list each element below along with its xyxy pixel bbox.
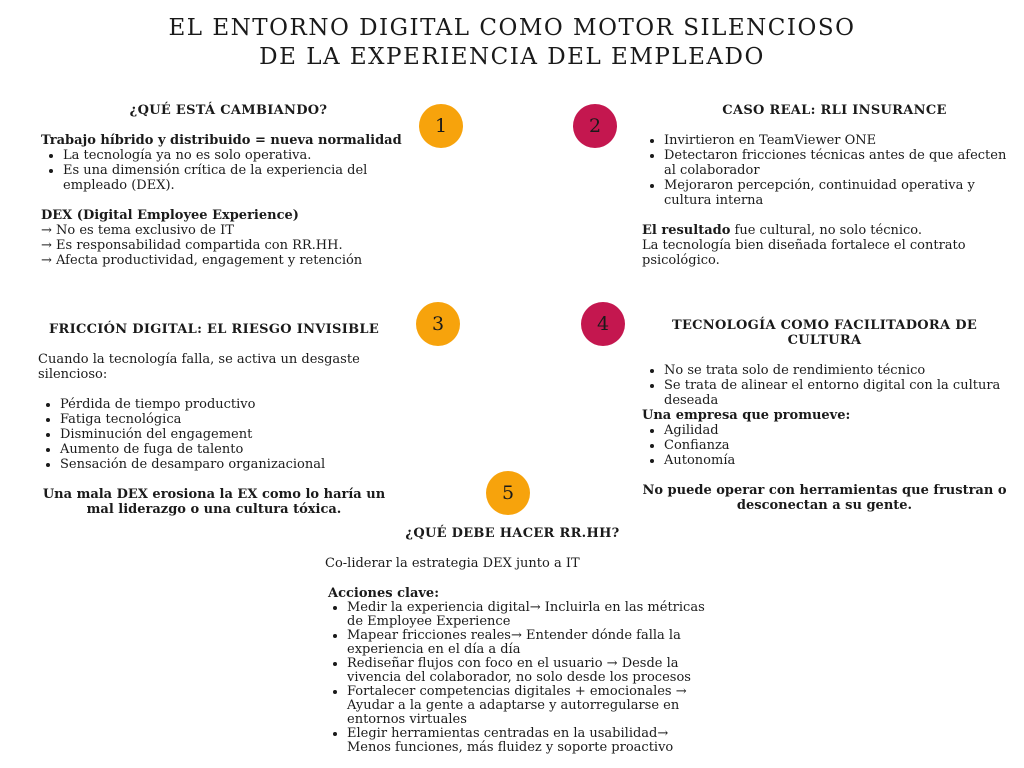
step-5-circle: 5 [486,471,530,515]
title-line-1: EL ENTORNO DIGITAL COMO MOTOR SILENCIOSO [168,15,856,41]
list-item: • Se trata de alinear el entorno digital con la cultura deseada [664,378,1007,408]
list-item: • Pérdida de tiempo productivo [60,397,390,412]
result-text: fue cultural, no solo técnico. [730,223,923,238]
section-2-heading: CASO REAL: RLI INSURANCE [722,103,947,118]
list-item: • Rediseñar flujos con foco en el usuario → Desde la vivencia del colaborador, no solo desde los procesos [347,657,710,685]
section-1-arrow-line: → No es tema exclusivo de IT [41,223,234,238]
section-tecnologia-facilitadora [642,318,1007,513]
section-2-list [642,133,1007,208]
section-4-heading: TECNOLOGÍA COMO FACILITADORA DE CULTURA [671,318,978,348]
list-item: • Sensación de desamparo organizacional [60,457,390,472]
section-1-heading: ¿QUÉ ESTÁ CAMBIANDO? [129,103,328,118]
step-1-circle: 1 [419,104,463,148]
list-item: • Fortalecer competencias digitales + emocionales → Ayudar a la gente a adaptarse y autorregularse en entornos virtuales [347,685,710,727]
section-5-subheading: Acciones clave: [328,586,439,601]
section-3-heading: FRICCIÓN DIGITAL: EL RIESGO INVISIBLE [48,322,380,337]
step-3-circle: 3 [416,302,460,346]
section-que-esta-cambiando [41,103,416,268]
list-item: • Mapear fricciones reales→ Entender dónde falla la experiencia en el día a día [347,629,710,657]
list-item: • Disminución del engagement [60,427,390,442]
section-3-closing: Una mala DEX erosiona la EX como lo haría un mal liderazgo o una cultura tóxica. [42,487,386,517]
section-friccion-digital [38,322,390,517]
section-1-list [41,148,416,193]
section-1-arrow-line: → Afecta productividad, engagement y retención [41,253,363,268]
title-line-2: DE LA EXPERIENCIA DEL EMPLEADO [259,44,765,70]
list-item: • Confianza [664,438,1007,453]
step-2-circle: 2 [573,104,617,148]
list-item: • Agilidad [664,423,1007,438]
section-1-subheading: Trabajo híbrido y distribuido = nueva normalidad [41,133,402,148]
list-item: • Fatiga tecnológica [60,412,390,427]
section-2-result [642,223,1007,238]
section-que-debe-hacer-rrhh [325,526,710,755]
section-5-heading: ¿QUÉ DEBE HACER RR.HH? [405,526,620,541]
list-item: • Detectaron fricciones técnicas antes de que afecten al colaborador [664,148,1007,178]
section-4-values-list [642,423,1007,468]
list-item: • La tecnología ya no es solo operativa. [63,148,416,163]
section-3-list [38,397,390,472]
section-1-dex-heading: DEX (Digital Employee Experience) [41,208,299,223]
section-2-result-line-2: La tecnología bien diseñada fortalece el contrato psicológico. [642,238,966,268]
list-item: • No se trata solo de rendimiento técnico [664,363,1007,378]
section-3-intro: Cuando la tecnología falla, se activa un desgaste silencioso: [38,352,360,382]
list-item: • Mejoraron percepción, continuidad operativa y cultura interna [664,178,1007,208]
list-item: • Invirtieron en TeamViewer ONE [664,133,1007,148]
section-4-list [642,363,1007,408]
section-5-intro: Co-liderar la estrategia DEX junto a IT [325,556,580,571]
section-caso-real [642,103,1007,268]
step-4-circle: 4 [581,302,625,346]
list-item: • Medir la experiencia digital→ Incluirla en las métricas de Employee Experience [347,601,710,629]
section-4-subheading: Una empresa que promueve: [642,408,851,423]
list-item: • Es una dimensión crítica de la experiencia del empleado (DEX). [63,163,416,193]
list-item: • Elegir herramientas centradas en la usabilidad→ Menos funciones, más fluidez y soporte proactivo [347,727,710,755]
section-1-arrow-line: → Es responsabilidad compartida con RR.HH. [41,238,343,253]
section-5-list [325,601,710,755]
page-title [0,14,1024,72]
list-item: • Autonomía [664,453,1007,468]
result-bold: El resultado [642,223,731,238]
list-item: • Aumento de fuga de talento [60,442,390,457]
section-4-closing: No puede operar con herramientas que frustran o desconectan a su gente. [642,483,1007,513]
